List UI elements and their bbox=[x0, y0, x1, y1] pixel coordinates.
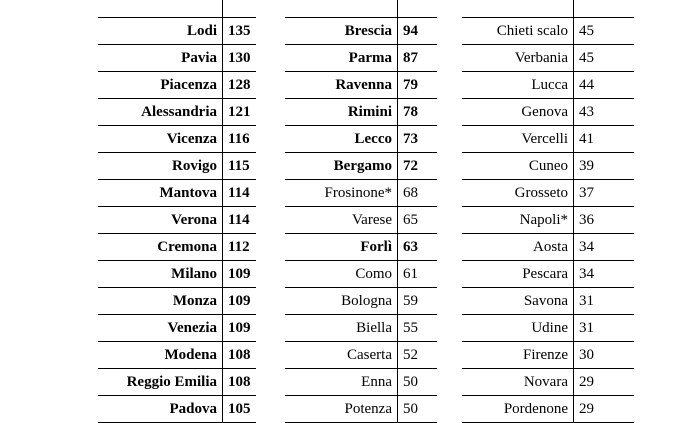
table-row bbox=[98, 72, 256, 99]
city-name-cell: Vicenza bbox=[98, 126, 223, 153]
value-cell: 30 bbox=[574, 342, 635, 369]
city-name-cell: Milano bbox=[98, 261, 223, 288]
table-row bbox=[462, 45, 634, 72]
city-name-cell: Frosinone* bbox=[285, 180, 398, 207]
city-name-cell: Modena bbox=[98, 342, 223, 369]
city-name-cell bbox=[98, 0, 223, 18]
city-name-cell: Monza bbox=[98, 288, 223, 315]
value-cell: 135 bbox=[223, 18, 257, 45]
city-name-cell: Alessandria bbox=[98, 99, 223, 126]
city-name-cell: Lucca bbox=[462, 72, 574, 99]
city-name-cell: Varese bbox=[285, 207, 398, 234]
value-cell: 116 bbox=[223, 126, 257, 153]
table-row bbox=[98, 0, 256, 18]
value-cell: 29 bbox=[574, 369, 635, 396]
city-name-cell: Pavia bbox=[98, 45, 223, 72]
table-row bbox=[98, 315, 256, 342]
value-cell: 50 bbox=[398, 396, 438, 423]
value-cell: 78 bbox=[398, 99, 438, 126]
value-cell: 52 bbox=[398, 342, 438, 369]
table-row bbox=[98, 342, 256, 369]
value-cell: 45 bbox=[574, 18, 635, 45]
value-cell: 108 bbox=[223, 342, 257, 369]
table-row bbox=[462, 126, 634, 153]
table-row bbox=[285, 261, 437, 288]
city-name-cell: Lecco bbox=[285, 126, 398, 153]
table-row bbox=[285, 342, 437, 369]
value-cell: 114 bbox=[223, 180, 257, 207]
table-row bbox=[462, 180, 634, 207]
table-row bbox=[462, 288, 634, 315]
city-name-cell: Piacenza bbox=[98, 72, 223, 99]
table-row bbox=[462, 153, 634, 180]
city-name-cell bbox=[462, 0, 574, 18]
value-cell: 45 bbox=[574, 45, 635, 72]
value-cell: 73 bbox=[398, 126, 438, 153]
city-name-cell: Grosseto bbox=[462, 180, 574, 207]
table-row bbox=[285, 99, 437, 126]
value-cell bbox=[223, 0, 257, 18]
city-name-cell: Novara bbox=[462, 369, 574, 396]
value-cell: 31 bbox=[574, 288, 635, 315]
table-row bbox=[98, 18, 256, 45]
value-cell: 34 bbox=[574, 261, 635, 288]
table-row bbox=[98, 153, 256, 180]
ranking-table-column-1 bbox=[98, 0, 256, 423]
table-row bbox=[462, 234, 634, 261]
value-cell: 41 bbox=[574, 126, 635, 153]
value-cell: 29 bbox=[574, 396, 635, 423]
table-row bbox=[285, 315, 437, 342]
value-cell: 128 bbox=[223, 72, 257, 99]
table-row bbox=[285, 288, 437, 315]
table-row bbox=[285, 18, 437, 45]
ranking-table-column-2 bbox=[285, 0, 437, 423]
city-name-cell: Brescia bbox=[285, 18, 398, 45]
value-cell bbox=[574, 0, 635, 18]
city-name-cell: Bergamo bbox=[285, 153, 398, 180]
table-row bbox=[285, 72, 437, 99]
table-row bbox=[285, 126, 437, 153]
table-row bbox=[462, 72, 634, 99]
value-cell: 63 bbox=[398, 234, 438, 261]
city-name-cell: Lodi bbox=[98, 18, 223, 45]
table-row bbox=[98, 288, 256, 315]
city-name-cell: Vercelli bbox=[462, 126, 574, 153]
table-row bbox=[462, 99, 634, 126]
value-cell: 72 bbox=[398, 153, 438, 180]
city-name-cell: Rimini bbox=[285, 99, 398, 126]
city-name-cell: Aosta bbox=[462, 234, 574, 261]
city-name-cell: Como bbox=[285, 261, 398, 288]
city-name-cell: Verbania bbox=[462, 45, 574, 72]
table-row bbox=[98, 234, 256, 261]
value-cell: 39 bbox=[574, 153, 635, 180]
value-cell: 43 bbox=[574, 99, 635, 126]
value-cell: 130 bbox=[223, 45, 257, 72]
city-name-cell: Enna bbox=[285, 369, 398, 396]
city-name-cell: Savona bbox=[462, 288, 574, 315]
value-cell: 61 bbox=[398, 261, 438, 288]
table-row bbox=[98, 180, 256, 207]
value-cell: 37 bbox=[574, 180, 635, 207]
value-cell: 50 bbox=[398, 369, 438, 396]
table-row bbox=[98, 369, 256, 396]
city-name-cell: Rovigo bbox=[98, 153, 223, 180]
table-row bbox=[462, 369, 634, 396]
value-cell: 108 bbox=[223, 369, 257, 396]
value-cell: 109 bbox=[223, 288, 257, 315]
value-cell: 79 bbox=[398, 72, 438, 99]
table-row bbox=[98, 126, 256, 153]
city-name-cell: Genova bbox=[462, 99, 574, 126]
value-cell: 65 bbox=[398, 207, 438, 234]
value-cell: 36 bbox=[574, 207, 635, 234]
table-row bbox=[285, 234, 437, 261]
value-cell: 109 bbox=[223, 315, 257, 342]
table-row bbox=[462, 342, 634, 369]
table-row bbox=[285, 369, 437, 396]
value-cell: 109 bbox=[223, 261, 257, 288]
city-name-cell: Bologna bbox=[285, 288, 398, 315]
ranking-table-column-3 bbox=[462, 0, 634, 423]
table-row bbox=[285, 0, 437, 18]
table-row bbox=[462, 261, 634, 288]
value-cell: 94 bbox=[398, 18, 438, 45]
city-name-cell: Caserta bbox=[285, 342, 398, 369]
table-row bbox=[98, 45, 256, 72]
table-row bbox=[285, 207, 437, 234]
value-cell: 105 bbox=[223, 396, 257, 423]
city-name-cell: Padova bbox=[98, 396, 223, 423]
city-name-cell: Biella bbox=[285, 315, 398, 342]
city-name-cell: Reggio Emilia bbox=[98, 369, 223, 396]
city-name-cell: Firenze bbox=[462, 342, 574, 369]
value-cell: 68 bbox=[398, 180, 438, 207]
value-cell: 55 bbox=[398, 315, 438, 342]
city-name-cell: Udine bbox=[462, 315, 574, 342]
table-row bbox=[98, 261, 256, 288]
table-row bbox=[462, 18, 634, 45]
value-cell: 59 bbox=[398, 288, 438, 315]
city-name-cell: Forlì bbox=[285, 234, 398, 261]
table-row bbox=[98, 99, 256, 126]
city-name-cell: Venezia bbox=[98, 315, 223, 342]
table-row bbox=[462, 0, 634, 18]
city-name-cell bbox=[285, 0, 398, 18]
city-name-cell: Pordenone bbox=[462, 396, 574, 423]
city-name-cell: Parma bbox=[285, 45, 398, 72]
city-name-cell: Cuneo bbox=[462, 153, 574, 180]
table-row bbox=[285, 153, 437, 180]
value-cell: 44 bbox=[574, 72, 635, 99]
table-row bbox=[462, 207, 634, 234]
city-name-cell: Pescara bbox=[462, 261, 574, 288]
table-row bbox=[98, 207, 256, 234]
value-cell bbox=[398, 0, 438, 18]
city-name-cell: Ravenna bbox=[285, 72, 398, 99]
city-name-cell: Chieti scalo bbox=[462, 18, 574, 45]
value-cell: 87 bbox=[398, 45, 438, 72]
table-row bbox=[285, 180, 437, 207]
value-cell: 115 bbox=[223, 153, 257, 180]
value-cell: 121 bbox=[223, 99, 257, 126]
city-name-cell: Cremona bbox=[98, 234, 223, 261]
table-row bbox=[285, 45, 437, 72]
value-cell: 31 bbox=[574, 315, 635, 342]
city-name-cell: Mantova bbox=[98, 180, 223, 207]
city-name-cell: Verona bbox=[98, 207, 223, 234]
city-name-cell: Potenza bbox=[285, 396, 398, 423]
city-name-cell: Napoli* bbox=[462, 207, 574, 234]
table-row bbox=[462, 315, 634, 342]
value-cell: 114 bbox=[223, 207, 257, 234]
value-cell: 34 bbox=[574, 234, 635, 261]
value-cell: 112 bbox=[223, 234, 257, 261]
